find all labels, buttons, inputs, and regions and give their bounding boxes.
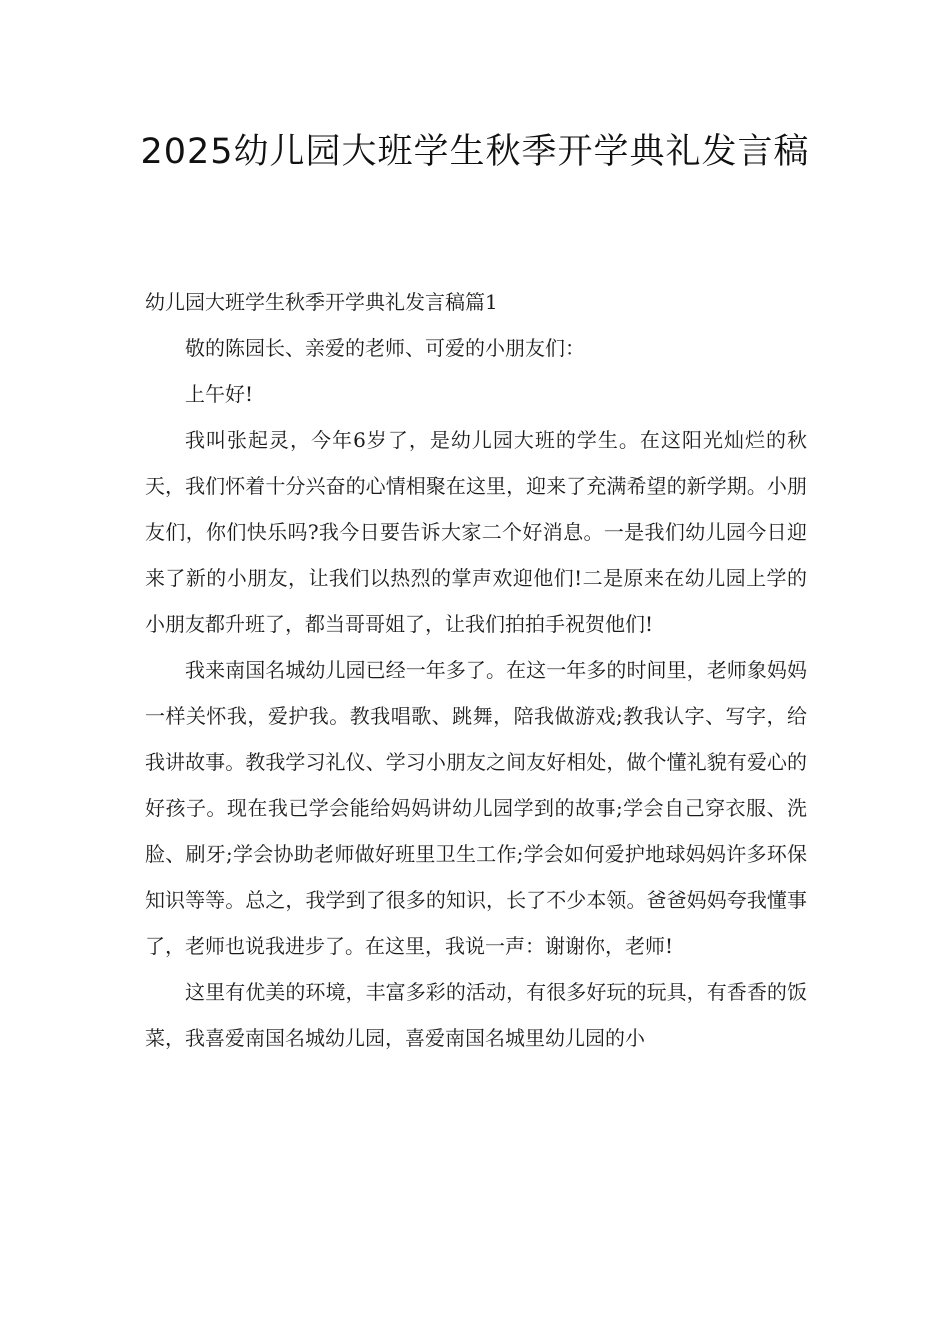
document-title: 2025幼儿园大班学生秋季开学典礼发言稿 <box>140 132 810 172</box>
section-heading: 幼儿园大班学生秋季开学典礼发言稿篇1 <box>145 290 498 314</box>
paragraph-intro: 我叫张起灵，今年6岁了，是幼儿园大班的学生。在这阳光灿烂的秋天，我们怀着十分兴奋的心情相聚在这里，迎来了充满希望的新学期。小朋友们，你们快乐吗?我今日要告诉大家二个好消息。一是我们幼儿园今日迎来了新的小朋友，让我们以热烈的掌声欢迎他们!二是原来在幼儿园上学的小朋友都升班了，都当哥哥姐了，让我们拍拍手祝贺他们! <box>145 428 807 636</box>
paragraph-learning: 我来南国名城幼儿园已经一年多了。在这一年多的时间里，老师象妈妈一样关怀我，爱护我。教我唱歌、跳舞，陪我做游戏;教我认字、写字，给我讲故事。教我学习礼仪、学习小朋友之间友好相处，做个懂礼貌有爱心的好孩子。现在我已学会能给妈妈讲幼儿园学到的故事;学会自己穿衣服、洗脸、刷牙;学会协助老师做好班里卫生工作;学会如何爱护地球妈妈许多环保知识等等。总之，我学到了很多的知识，长了不少本领。爸爸妈妈夸我懂事了，老师也说我进步了。在这里，我说一声：谢谢你，老师! <box>145 658 807 958</box>
paragraph-greeting: 敬的陈园长、亲爱的老师、可爱的小朋友们： <box>185 336 585 360</box>
paragraph-hello: 上午好! <box>185 382 254 406</box>
document-body <box>145 279 807 1061</box>
paragraph-environment: 这里有优美的环境，丰富多彩的活动，有很多好玩的玩具，有香香的饭菜，我喜爱南国名城幼儿园，喜爱南国名城里幼儿园的小 <box>145 980 807 1050</box>
